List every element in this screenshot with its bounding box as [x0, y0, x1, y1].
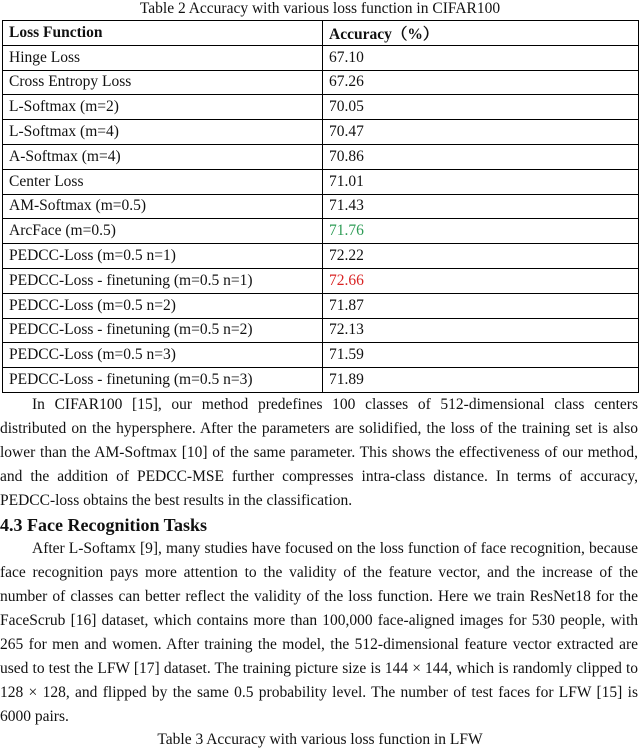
table-row [3, 268, 639, 293]
accuracy-table [2, 20, 639, 393]
loss-function-cell: Cross Entropy Loss [3, 70, 323, 95]
accuracy-cell: 71.43 [323, 194, 639, 219]
loss-function-cell: AM-Softmax (m=0.5) [3, 194, 323, 219]
table-row [3, 70, 639, 95]
accuracy-cell: 71.87 [323, 293, 639, 318]
paragraph-cifar100-text: In CIFAR100 [15], our method predefines 100 classes of 512-dimensional class centers distributed on the hypersphere. After the parameters are solidified, the loss of the training set is also lower than the AM-Softmax [10] of the same parameter. This shows the effectiveness of our method, and the addition of PEDCC-MSE further compresses intra-class distance. In terms of accuracy, PEDCC-loss obtains the best results in the classification. [0, 396, 638, 509]
loss-function-cell: Hinge Loss [3, 45, 323, 70]
header-accuracy: Accuracy（%） [323, 21, 639, 46]
accuracy-cell: 72.13 [323, 318, 639, 343]
loss-function-cell: A-Softmax (m=4) [3, 144, 323, 169]
table-row [3, 169, 639, 194]
table-row [3, 45, 639, 70]
loss-function-cell: ArcFace (m=0.5) [3, 219, 323, 244]
table-row [3, 293, 639, 318]
accuracy-cell: 70.86 [323, 144, 639, 169]
table-header-row [3, 21, 639, 46]
table-row [3, 368, 639, 393]
accuracy-cell: 67.10 [323, 45, 639, 70]
table-2-caption: Table 2 Accuracy with various loss function in CIFAR100 [139, 0, 501, 17]
loss-function-cell: PEDCC-Loss (m=0.5 n=1) [3, 244, 323, 269]
loss-function-cell: PEDCC-Loss (m=0.5 n=2) [3, 293, 323, 318]
paragraph-face-recognition [0, 537, 638, 729]
table-row [3, 144, 639, 169]
section-heading-face-recognition: 4.3 Face Recognition Tasks [0, 515, 208, 535]
table-3-caption: Table 3 Accuracy with various loss function in LFW [157, 731, 483, 748]
accuracy-cell: 72.22 [323, 244, 639, 269]
accuracy-cell: 70.05 [323, 95, 639, 120]
loss-function-cell: PEDCC-Loss (m=0.5 n=3) [3, 343, 323, 368]
table-row [3, 318, 639, 343]
accuracy-cell: 67.26 [323, 70, 639, 95]
loss-function-cell: L-Softmax (m=4) [3, 120, 323, 145]
loss-function-cell: Center Loss [3, 169, 323, 194]
accuracy-cell: 71.76 [323, 219, 639, 244]
accuracy-cell: 70.47 [323, 120, 639, 145]
header-loss-function: Loss Function [3, 21, 323, 46]
table-row [3, 120, 639, 145]
accuracy-cell: 71.59 [323, 343, 639, 368]
table-row [3, 343, 639, 368]
accuracy-cell: 72.66 [323, 268, 639, 293]
loss-function-cell: PEDCC-Loss - finetuning (m=0.5 n=3) [3, 368, 323, 393]
paragraph-face-recognition-text: After L-Softamx [9], many studies have focused on the loss function of face recognition, because face recognition pays more attention to the validity of the feature vector, and the increase of the number of classes can better reflect the validity of the loss function. Here we train ResNet18 for the FaceScrub [16] dataset, which contains more than 100,000 face-aligned images for 530 people, with 265 for men and women. After training the model, the 512-dimensional feature vector extracted are used to test the LFW [17] dataset. The training picture size is 144 × 144, which is randomly clipped to 128 × 128, and flipped by the same 0.5 probability level. The number of test faces for LFW [15] is 6000 pairs. [0, 540, 638, 725]
paragraph-cifar100 [0, 393, 638, 513]
loss-function-cell: L-Softmax (m=2) [3, 95, 323, 120]
loss-function-cell: PEDCC-Loss - finetuning (m=0.5 n=2) [3, 318, 323, 343]
accuracy-cell: 71.89 [323, 368, 639, 393]
loss-function-cell: PEDCC-Loss - finetuning (m=0.5 n=1) [3, 268, 323, 293]
table-row [3, 219, 639, 244]
table-row [3, 194, 639, 219]
accuracy-cell: 71.01 [323, 169, 639, 194]
table-row [3, 95, 639, 120]
table-row [3, 244, 639, 269]
